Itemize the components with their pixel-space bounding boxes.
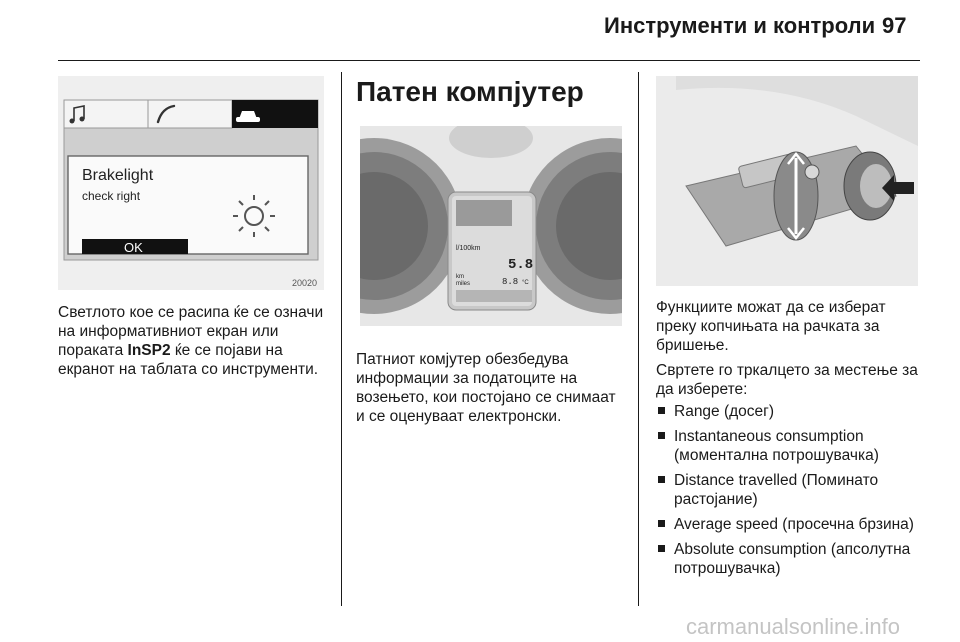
section-heading: Патен компјутер	[356, 76, 584, 107]
function-list	[656, 402, 926, 584]
list-item: Distance travelled (Поминато растојание)	[656, 471, 926, 509]
header-title: Инструменти и контроли	[604, 13, 876, 38]
ok-button-label: OK	[124, 240, 143, 255]
temperature-unit: °C	[522, 280, 529, 286]
bullet-square-icon	[658, 520, 665, 527]
figure-code: 20020	[292, 278, 318, 288]
consumption-value: 5.8	[508, 257, 534, 273]
middle-paragraph: Патниот комјутер обезбедува информации за податоците на возењето, кои постојано се снимаат и се оценуваат електронски.	[356, 351, 616, 425]
column-divider-1	[341, 72, 342, 606]
instrument-cluster-figure	[360, 126, 622, 326]
right-paragraph-2: Свртете го тркалцето за местење за да изберете:	[656, 362, 918, 398]
temperature-value: 8.8	[502, 277, 519, 287]
bullet-square-icon	[658, 432, 665, 439]
list-item: Absolute consumption (апсолутна потрошувачка)	[656, 540, 926, 578]
left-paragraph: Светлото кое се расипа ќе се означи на информативниот екран или пораката InSP2 ќе се појави на екранот на таблата со инструменти.	[58, 304, 324, 378]
figure-title: Brakelight	[82, 167, 154, 184]
list-item: Instantaneous consumption (моментална потрошувачка)	[656, 427, 926, 465]
bullet-square-icon	[658, 407, 665, 414]
consumption-unit: l/100km	[456, 245, 481, 252]
brakelight-display-figure	[58, 76, 324, 290]
right-paragraph-1: Функциите можат да се изберат преку копчињата на рачката за бришење.	[656, 299, 886, 354]
list-item: Average speed (просечна брзина)	[656, 515, 926, 534]
km-label: km	[456, 274, 464, 280]
watermark: carmanualsonline.info	[686, 614, 901, 639]
miles-label: miles	[456, 281, 471, 287]
insp2-label: InSP2	[127, 342, 171, 359]
wiper-stalk-figure	[656, 76, 918, 286]
page-number: 97	[882, 13, 907, 38]
figure-subtitle: check right	[82, 189, 141, 203]
bullet-square-icon	[658, 545, 665, 552]
column-divider-2	[638, 72, 639, 606]
bullet-square-icon	[658, 476, 665, 483]
list-item: Range (досег)	[656, 402, 926, 421]
header-rule	[58, 60, 920, 61]
